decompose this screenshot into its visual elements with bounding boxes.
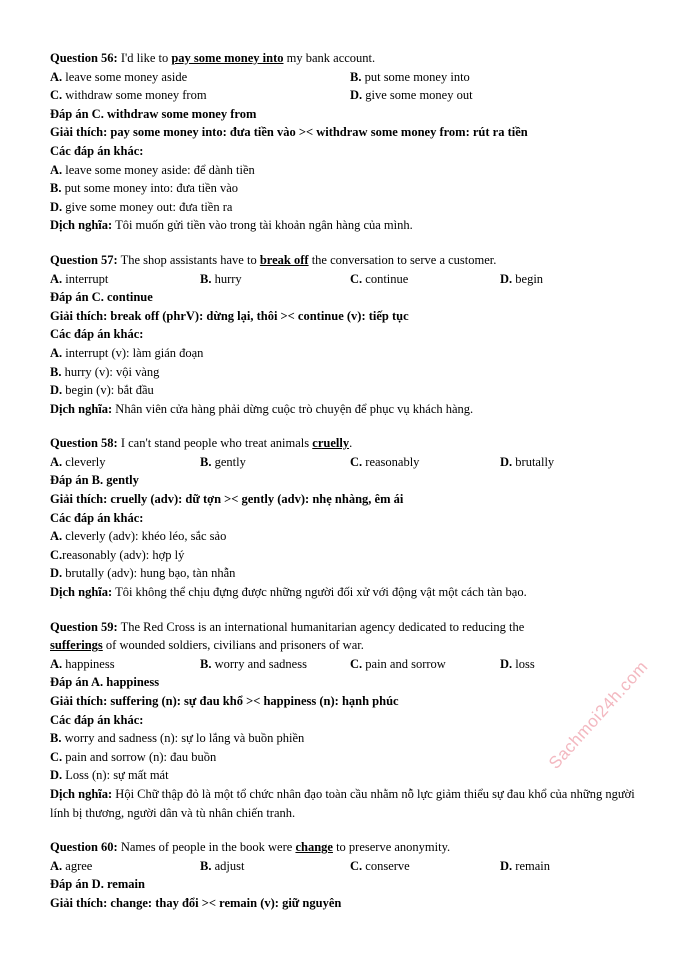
translation-label: Dịch nghĩa: — [50, 401, 113, 416]
option-letter: B. — [50, 731, 62, 746]
option-text: worry and sadness (n): sự lo lắng và buồn phiền — [61, 731, 305, 746]
option-letter: A. — [50, 656, 63, 671]
option-letter: B. — [200, 271, 212, 286]
option-letter: B. — [350, 69, 362, 84]
other-option — [50, 198, 650, 217]
underlined-phrase: cruelly — [312, 436, 350, 451]
underlined-phrase: sufferings — [50, 638, 103, 653]
other-option — [50, 748, 650, 767]
option-d — [500, 270, 650, 289]
other-option — [50, 766, 650, 785]
option-letter: D. — [500, 656, 513, 671]
stem-text: I'd like to — [117, 51, 172, 65]
option-c — [350, 453, 500, 472]
other-option — [50, 363, 650, 382]
explanation-line — [50, 692, 650, 711]
question-60 — [50, 838, 650, 912]
option-letter: A. — [50, 858, 63, 873]
question-stem — [50, 838, 650, 857]
option-c — [350, 270, 500, 289]
stem-text: to preserve anonymity. — [332, 840, 451, 855]
option-text: put some money into — [361, 69, 470, 84]
option-letter: C. — [350, 271, 363, 286]
stem-text: The shop assistants have to — [117, 252, 260, 267]
answer-line: Đáp án C. continue — [50, 290, 153, 305]
translation-label: Dịch nghĩa: — [50, 786, 113, 801]
option-d — [500, 857, 650, 876]
option-letter: C. — [50, 749, 63, 764]
question-label: Question 56: — [50, 51, 118, 65]
option-c — [350, 857, 500, 876]
options-row — [50, 86, 650, 105]
option-text: continue — [362, 271, 409, 286]
option-b — [200, 453, 350, 472]
explanation-line — [50, 490, 650, 509]
stem-text: the conversation to serve a customer. — [308, 252, 497, 267]
option-text: conserve — [362, 858, 410, 873]
other-options-heading: Các đáp án khác: — [50, 327, 144, 342]
option-d — [500, 655, 650, 674]
translation-text: Nhân viên cửa hàng phải dừng cuộc trò chuyện để phục vụ khách hàng. — [112, 401, 474, 416]
option-letter: B. — [50, 364, 62, 379]
option-letter: B. — [200, 454, 212, 469]
translation-text: Tôi không thể chịu đựng được những người đối xử với động vật một cách tàn bạo. — [112, 585, 527, 600]
option-text: worry and sadness — [211, 656, 307, 671]
option-letter: D. — [50, 768, 63, 783]
explanation-text: break off (phrV): dừng lại, thôi >< continue (v): tiếp tục — [107, 308, 409, 323]
option-c — [350, 655, 500, 674]
options-row — [50, 655, 650, 674]
option-text: leave some money aside: để dành tiền — [62, 162, 255, 177]
option-letter: B. — [200, 656, 212, 671]
option-letter: B. — [200, 858, 212, 873]
option-text: brutally — [512, 454, 555, 469]
other-option — [50, 527, 650, 546]
option-text: reasonably — [362, 454, 420, 469]
option-text: reasonably (adv): hợp lý — [62, 547, 185, 562]
explanation-text: change: thay đổi >< remain (v): giữ nguyên — [107, 895, 342, 910]
option-letter: D. — [500, 454, 513, 469]
option-d — [500, 453, 650, 472]
explanation-text: cruelly (adv): dữ tợn >< gently (adv): nhẹ nhàng, êm ái — [107, 492, 404, 507]
other-option — [50, 179, 650, 198]
option-text: withdraw some money from — [62, 88, 207, 103]
option-text: give some money out: đưa tiền ra — [62, 199, 233, 214]
document-page — [50, 49, 650, 913]
stem-text: my bank account. — [283, 51, 376, 65]
underlined-phrase: change — [295, 840, 333, 855]
option-text: hurry (v): vội vàng — [61, 364, 160, 379]
options-row — [50, 68, 650, 87]
question-stem-cont — [50, 636, 650, 655]
translation-label: Dịch nghĩa: — [50, 218, 113, 233]
watermark: Sachmoi24h.com — [545, 657, 652, 773]
explanation-text: suffering (n): sự đau khổ >< happiness (n): hạnh phúc — [107, 694, 399, 708]
answer-line: Đáp án B. gently — [50, 473, 139, 488]
question-stem — [50, 251, 650, 270]
option-text: leave some money aside — [62, 69, 188, 84]
option-a — [50, 68, 350, 87]
option-b — [200, 857, 350, 876]
option-d — [350, 86, 650, 105]
option-text: interrupt — [62, 271, 109, 286]
option-letter: C. — [350, 858, 363, 873]
other-option — [50, 161, 650, 180]
other-options-heading: Các đáp án khác: — [50, 712, 144, 727]
underlined-phrase: pay some money into — [171, 51, 284, 65]
option-text: agree — [62, 858, 93, 873]
question-stem — [50, 618, 650, 637]
options-row — [50, 857, 650, 876]
option-letter: A. — [50, 529, 63, 544]
other-option — [50, 564, 650, 583]
option-text: pain and sorrow — [362, 656, 446, 671]
question-stem — [50, 434, 650, 453]
answer-line: Đáp án A. happiness — [50, 675, 160, 690]
explanation-label: Giải thích: — [50, 694, 108, 708]
explanation-label: Giải thích: — [50, 492, 108, 507]
option-text: cleverly — [62, 454, 106, 469]
options-row — [50, 270, 650, 289]
option-letter: B. — [50, 181, 62, 196]
translation-text: Hội Chữ thập đỏ là một tổ chức nhân đạo toàn cầu nhằm nỗ lực giảm thiểu sự đau khổ của những người lính bị thương, người dân và tù nhân chiến tranh. — [50, 786, 635, 820]
stem-text: I can't stand people who treat animals — [117, 436, 313, 451]
question-58 — [50, 434, 650, 601]
option-letter: A. — [50, 271, 63, 286]
option-letter: C. — [350, 656, 363, 671]
option-text: put some money into: đưa tiền vào — [61, 181, 239, 196]
explanation-label: Giải thích: — [50, 895, 108, 910]
option-a — [50, 453, 200, 472]
option-letter: C. — [350, 454, 363, 469]
option-letter: D. — [500, 858, 513, 873]
option-text: remain — [512, 858, 550, 873]
option-letter: D. — [50, 566, 63, 581]
answer-line: Đáp án C. withdraw some money from — [50, 106, 257, 121]
option-text: adjust — [211, 858, 245, 873]
question-stem — [50, 49, 650, 68]
other-option — [50, 729, 650, 748]
option-letter: C. — [50, 88, 63, 103]
explanation-label: Giải thích: — [50, 308, 108, 323]
option-a — [50, 857, 200, 876]
option-text: Loss (n): sự mất mát — [62, 768, 169, 783]
answer-line: Đáp án D. remain — [50, 877, 145, 892]
option-b — [200, 270, 350, 289]
option-text: give some money out — [362, 88, 473, 103]
stem-text: of wounded soldiers, civilians and prisoners of war. — [102, 638, 364, 653]
option-text: hurry — [211, 271, 242, 286]
stem-text: Names of people in the book were — [117, 840, 296, 855]
option-c — [50, 86, 350, 105]
option-letter: A. — [50, 454, 63, 469]
question-label: Question 60: — [50, 840, 118, 855]
option-text: interrupt (v): làm gián đoạn — [62, 345, 204, 360]
option-text: begin (v): bắt đầu — [62, 383, 154, 398]
explanation-line — [50, 307, 650, 326]
option-letter: D. — [350, 88, 363, 103]
translation-line — [50, 583, 650, 602]
option-b — [200, 655, 350, 674]
option-letter: C. — [50, 547, 63, 562]
stem-text: . — [349, 436, 353, 451]
option-text: loss — [512, 656, 535, 671]
option-letter: D. — [50, 199, 63, 214]
option-text: pain and sorrow (n): đau buồn — [62, 749, 217, 764]
option-letter: D. — [500, 271, 513, 286]
option-text: cleverly (adv): khéo léo, sắc sảo — [62, 529, 227, 544]
question-56 — [50, 49, 650, 235]
option-text: brutally (adv): hung bạo, tàn nhẫn — [62, 566, 236, 581]
translation-line — [50, 785, 650, 822]
option-letter: A. — [50, 69, 63, 84]
question-label: Question 58: — [50, 436, 118, 451]
underlined-phrase: break off — [259, 252, 309, 267]
question-label: Question 57: — [50, 252, 118, 267]
question-label: Question 59: — [50, 619, 118, 634]
option-text: happiness — [62, 656, 115, 671]
other-option — [50, 546, 650, 565]
other-option — [50, 344, 650, 363]
option-a — [50, 270, 200, 289]
stem-text: The Red Cross is an international humanitarian agency dedicated to reducing the — [117, 619, 525, 634]
explanation-label: Giải thích: — [50, 125, 108, 140]
option-a — [50, 655, 200, 674]
question-59 — [50, 618, 650, 823]
translation-line — [50, 400, 650, 419]
option-letter: D. — [50, 383, 63, 398]
option-text: gently — [211, 454, 246, 469]
option-b — [350, 68, 650, 87]
option-letter: A. — [50, 162, 63, 177]
other-options-heading: Các đáp án khác: — [50, 510, 144, 525]
other-options-heading: Các đáp án khác: — [50, 143, 144, 158]
translation-text: Tôi muốn gửi tiền vào trong tài khoản ngân hàng của mình. — [112, 218, 413, 233]
options-row — [50, 453, 650, 472]
question-57 — [50, 251, 650, 418]
option-letter: A. — [50, 345, 63, 360]
translation-label: Dịch nghĩa: — [50, 585, 113, 600]
option-text: begin — [512, 271, 544, 286]
translation-line — [50, 216, 650, 235]
explanation-line — [50, 123, 650, 142]
explanation-text: pay some money into: đưa tiền vào >< withdraw some money from: rút ra tiền — [107, 125, 528, 140]
other-option — [50, 381, 650, 400]
explanation-line — [50, 894, 650, 913]
